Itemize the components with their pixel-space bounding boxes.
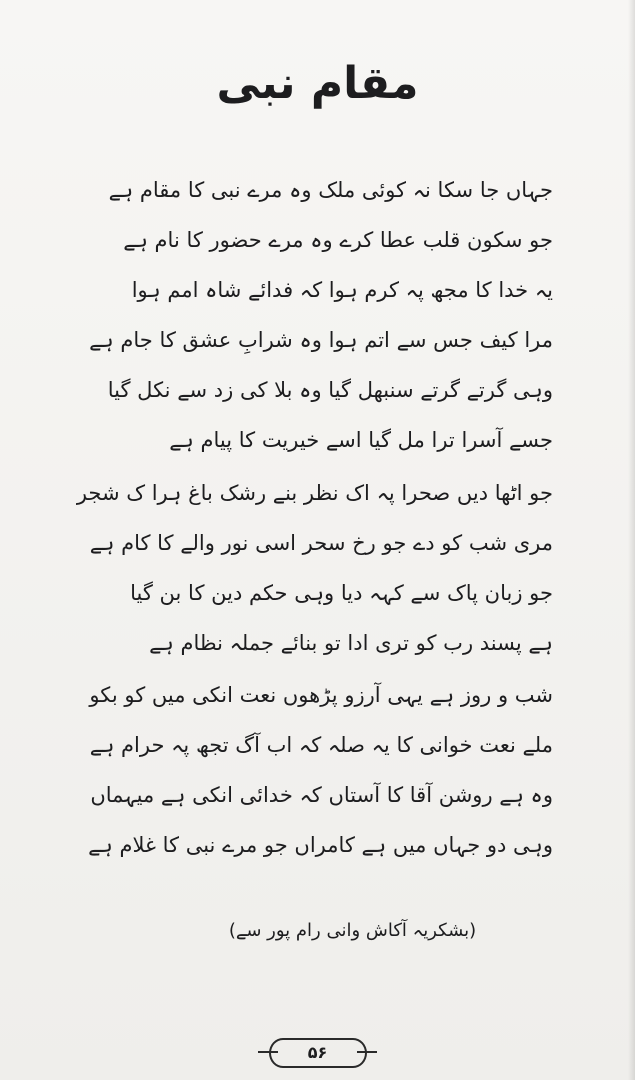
poem-line: جو زبان پاک سے کہہ دیا وہی حکم دین کا بن گیا: [130, 581, 553, 605]
poem-line: مری شب کو دے جو رخ سحر اسی نور والے کا کام ہے: [89, 531, 553, 555]
poem-line: وہ ہے روشن آقا کا آستاں کہ خدائی انکی ہے میہماں: [90, 783, 553, 807]
poem-line: جسے آسرا ترا مل گیا اسے خیریت کا پیام ہے: [169, 428, 553, 452]
page-number-ornament: [0, 1038, 635, 1068]
poem-line: جو اٹھا دیں صحرا پہ اک نظر بنے رشک باغ ہرا ک شجر: [76, 481, 553, 505]
poem-line: وہی گرتے گرتے سنبھل گیا وہ بلا کی زد سے نکل گیا: [107, 378, 553, 402]
poem-line: جو سکون قلب عطا کرے وہ مرے حضور کا نام ہے: [123, 228, 553, 252]
poem-line: ملے نعت خوانی کا یہ صلہ کہ اب آگ تجھ پہ حرام ہے: [89, 733, 553, 757]
poem-line: ہے پسند رب کو تری ادا تو بنائے جملہ نظام ہے: [149, 631, 553, 655]
page-title: مقام نبی: [216, 58, 419, 109]
poem-line: یہ خدا کا مجھ پہ کرم ہوا کہ فدائے شاہ امم ہوا: [131, 278, 553, 302]
poem-line: وہی دو جہاں میں ہے کامراں جو مرے نبی کا غلام ہے: [88, 833, 553, 857]
poem-line: جہاں جا سکا نہ کوئی ملک وہ مرے نبی کا مقام ہے: [108, 178, 553, 202]
poem-line: مرا کیف جس سے اتم ہوا وہ شرابِ عشق کا جام ہے: [89, 328, 553, 352]
page-number: ۵۶: [269, 1038, 367, 1068]
credit-note: (بشکریہ آکاش وانی رام پور سے): [228, 920, 477, 941]
ornament-rule-right: [357, 1051, 377, 1053]
poem-line: شب و روز ہے یہی آرزو پڑھوں نعت انکی میں کو بکو: [89, 683, 553, 707]
